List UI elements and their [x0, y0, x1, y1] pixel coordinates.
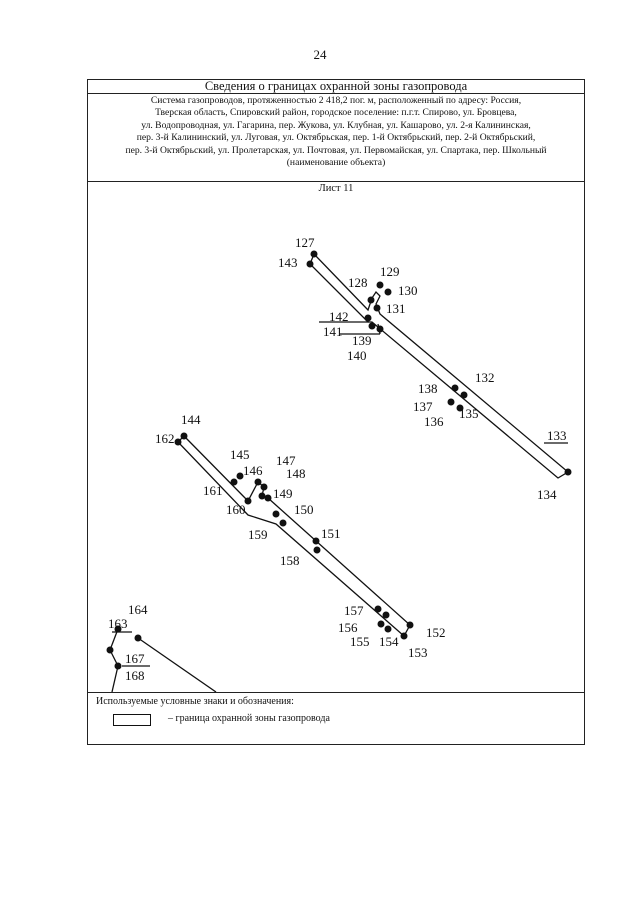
- legend-item-text: – граница охранной зоны газопровода: [168, 713, 330, 724]
- description-line: пер. 3-й Калининский, ул. Луговая, ул. Октябрьская, пер. 1-й Октябрьский, пер. 2-й Октябрьский,: [136, 132, 536, 144]
- point-label: 164: [128, 602, 148, 617]
- point-label: 149: [273, 486, 293, 501]
- point-label: 158: [280, 553, 300, 568]
- point-label: 150: [294, 502, 314, 517]
- point-label: 139: [352, 333, 372, 348]
- boundary-point: [314, 547, 321, 554]
- point-label: 153: [408, 645, 428, 660]
- point-label: 140: [347, 348, 367, 363]
- boundary-point: [115, 663, 122, 670]
- point-label: 163: [108, 616, 128, 631]
- boundary-point: [311, 251, 318, 258]
- sheet-label: Лист 11: [318, 183, 354, 194]
- boundary-point: [280, 520, 287, 527]
- point-label: 128: [348, 275, 368, 290]
- boundary-point: [273, 511, 280, 518]
- point-label: 145: [230, 447, 250, 462]
- boundary-point: [452, 385, 459, 392]
- boundary-point: [378, 621, 385, 628]
- point-label: 143: [278, 255, 298, 270]
- boundary-point: [374, 305, 381, 312]
- boundary-point: [245, 498, 252, 505]
- description-line: Тверская область, Спировский район, городское поселение: п.г.т. Спирово, ул. Бровцева,: [155, 107, 517, 119]
- point-label: 132: [475, 370, 495, 385]
- boundary-point: [261, 484, 268, 491]
- boundary-point: [377, 326, 384, 333]
- point-label: 137: [413, 399, 433, 414]
- point-label: 146: [243, 463, 263, 478]
- boundary-point: [181, 433, 188, 440]
- point-label: 141: [323, 324, 343, 339]
- point-label: 148: [286, 466, 306, 481]
- boundary-point: [375, 606, 382, 613]
- point-label: 154: [379, 634, 399, 649]
- boundary-drawing: [88, 80, 586, 692]
- point-label: 142: [329, 309, 349, 324]
- point-label: 144: [181, 412, 201, 427]
- point-label: 147: [276, 453, 296, 468]
- boundary-point: [135, 635, 142, 642]
- boundary-point: [307, 261, 314, 268]
- point-label: 129: [380, 264, 400, 279]
- boundary-point: [255, 479, 262, 486]
- boundary-point: [259, 493, 266, 500]
- boundary-point: [385, 626, 392, 633]
- point-label: 151: [321, 526, 341, 541]
- boundary-map-svg: [88, 80, 586, 692]
- point-labels: [108, 235, 567, 683]
- description-line: ул. Водопроводная, ул. Гагарина, пер. Жукова, ул. Клубная, ул. Кашарово, ул. 2-я Калининская,: [141, 119, 531, 131]
- point-label: 152: [426, 625, 446, 640]
- legend-separator: [88, 692, 584, 693]
- boundary-point: [107, 647, 114, 654]
- boundary-point: [368, 297, 375, 304]
- point-label: 135: [459, 406, 479, 421]
- boundary-point: [461, 392, 468, 399]
- boundary-point: [407, 622, 414, 629]
- left-zone-fragment: [138, 638, 216, 692]
- boundary-point: [448, 399, 455, 406]
- point-label: 162: [155, 431, 175, 446]
- boundary-point: [401, 633, 408, 640]
- page-number: 24: [313, 47, 327, 62]
- legend-title: Используемые условные знаки и обозначения:: [96, 696, 294, 707]
- document-frame: [87, 79, 585, 745]
- point-label: 133: [547, 428, 567, 443]
- point-label: 157: [344, 603, 364, 618]
- point-label: 156: [338, 620, 358, 635]
- document-title: Сведения о границах охранной зоны газопровода: [88, 80, 584, 94]
- point-label: 131: [386, 301, 406, 316]
- legend-symbol-box: [113, 714, 151, 726]
- boundary-point: [377, 282, 384, 289]
- point-label: 130: [398, 283, 418, 298]
- point-label: 161: [203, 483, 223, 498]
- boundary-point: [565, 469, 572, 476]
- boundary-point: [313, 538, 320, 545]
- boundary-point: [383, 612, 390, 619]
- boundary-point: [231, 479, 238, 486]
- description-line: пер. 3-й Октябрьский, ул. Пролетарская, ул. Почтовая, ул. Первомайская, ул. Спартака, пер. Школьный: [125, 144, 547, 156]
- point-label: 138: [418, 381, 438, 396]
- description-caption: (наименование объекта): [286, 157, 386, 169]
- boundary-point: [175, 439, 182, 446]
- point-label: 168: [125, 668, 145, 683]
- boundary-point: [365, 315, 372, 322]
- boundary-point: [369, 323, 376, 330]
- boundary-point: [385, 289, 392, 296]
- point-label: 134: [537, 487, 557, 502]
- description-line: Система газопроводов, протяженностью 2 418,2 пог. м, расположенный по адресу: Россия,: [150, 95, 522, 106]
- point-label: 136: [424, 414, 444, 429]
- point-label: 127: [295, 235, 315, 250]
- point-label: 159: [248, 527, 268, 542]
- point-label: 167: [125, 651, 145, 666]
- point-label: 160: [226, 502, 246, 517]
- boundary-point: [265, 495, 272, 502]
- left-zone-fragment: [110, 650, 118, 692]
- point-label: 155: [350, 634, 370, 649]
